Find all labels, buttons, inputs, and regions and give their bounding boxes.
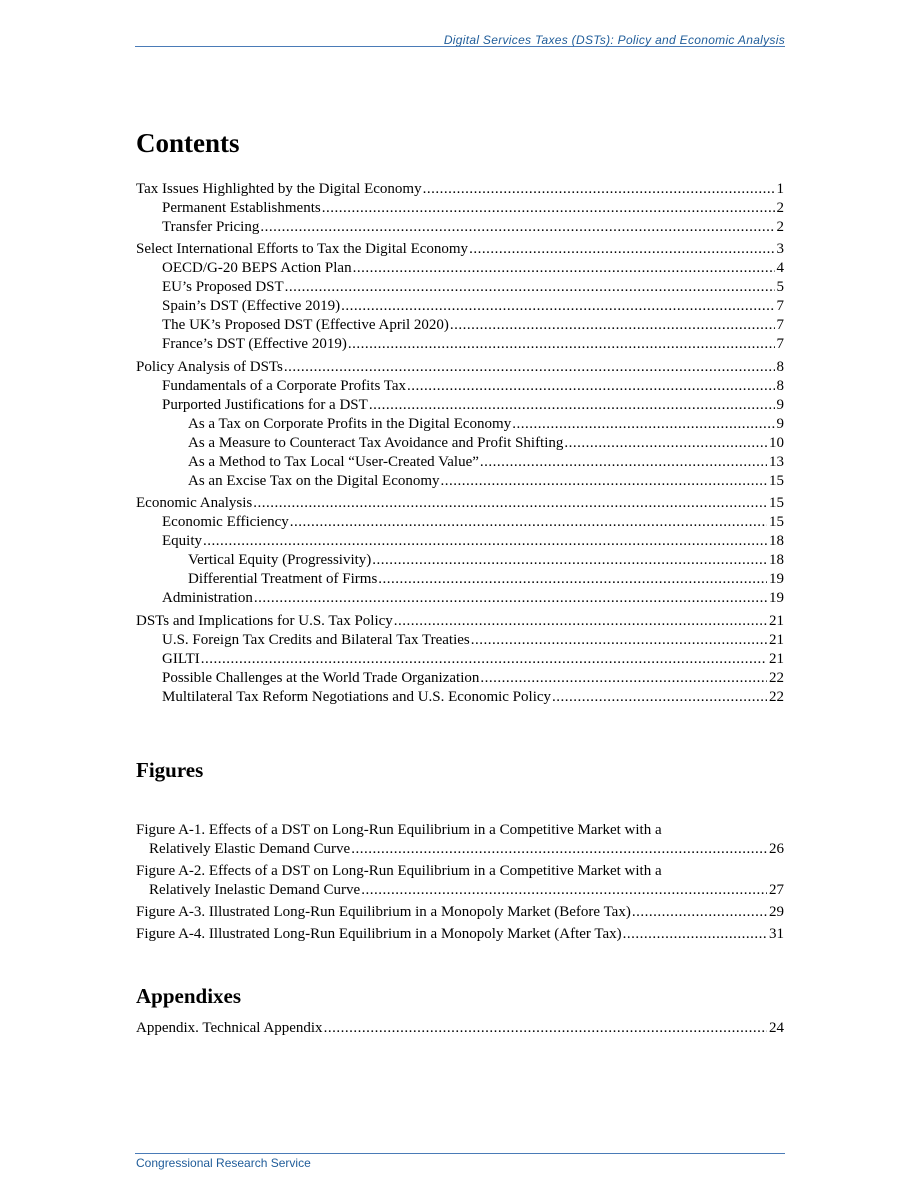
- toc-label: Equity: [162, 533, 202, 549]
- toc-label: Permanent Establishments: [162, 199, 321, 216]
- toc-entry[interactable]: [136, 335, 784, 354]
- leader-dots: [260, 218, 774, 237]
- footer-rule: [135, 1153, 785, 1154]
- contents-section: [136, 127, 784, 707]
- toc-page: 8: [776, 377, 784, 394]
- appendixes-section: [136, 983, 784, 1038]
- leader-dots: [378, 570, 767, 589]
- toc-label: The UK’s Proposed DST (Effective April 2020): [162, 317, 449, 333]
- toc-page: 22: [769, 669, 784, 686]
- toc-page: 19: [769, 571, 784, 587]
- toc-label: Spain’s DST (Effective 2019): [162, 298, 341, 314]
- toc-page: 15: [769, 514, 784, 530]
- toc-entry[interactable]: [136, 494, 784, 513]
- toc-entry[interactable]: [136, 377, 784, 396]
- leader-dots: [369, 396, 775, 415]
- toc-page: 15: [769, 472, 784, 489]
- toc-label: Purported Justifications for a DST: [162, 396, 368, 413]
- toc-page: 7: [776, 298, 784, 314]
- toc-label: As an Excise Tax on the Digital Economy: [188, 472, 440, 489]
- toc-page: 4: [776, 260, 784, 276]
- toc-entry[interactable]: [136, 358, 784, 377]
- toc-label: Fundamentals of a Corporate Profits Tax: [162, 377, 407, 394]
- toc-entry[interactable]: [136, 612, 784, 631]
- toc-label: Select International Efforts to Tax the Digital Economy: [136, 241, 469, 257]
- toc-page: 10: [769, 434, 784, 451]
- toc-page: 13: [769, 453, 784, 470]
- toc-entry[interactable]: [136, 259, 784, 278]
- leader-dots: [201, 650, 767, 669]
- appendixes-heading: Appendixes: [136, 984, 242, 1008]
- toc-label: EU’s Proposed DST: [162, 279, 284, 295]
- toc-page: 7: [776, 317, 784, 333]
- leader-dots: [450, 316, 775, 335]
- toc-entry[interactable]: [136, 297, 784, 316]
- toc-page: 21: [769, 650, 784, 667]
- leader-dots: [203, 532, 767, 551]
- toc-label: Administration: [162, 590, 253, 606]
- contents-heading: Contents: [136, 128, 240, 158]
- toc-entry[interactable]: [136, 316, 784, 335]
- toc-entry[interactable]: [136, 415, 784, 434]
- figure-page: 27: [769, 882, 784, 898]
- leader-dots: [253, 494, 767, 513]
- toc-page: 9: [776, 415, 784, 432]
- toc-entry[interactable]: [136, 570, 784, 589]
- toc-entry[interactable]: [136, 180, 784, 199]
- leader-dots: [290, 513, 767, 532]
- toc-entry[interactable]: [136, 453, 784, 472]
- toc-label: As a Measure to Counteract Tax Avoidance and Profit Shifting: [188, 434, 564, 451]
- toc-entry[interactable]: [136, 631, 784, 650]
- figure-entry[interactable]: [136, 862, 784, 900]
- leader-dots: [353, 259, 775, 278]
- leader-dots: [407, 377, 774, 396]
- figure-page: 26: [769, 841, 784, 857]
- toc-entry[interactable]: [136, 650, 784, 669]
- toc-entry[interactable]: [136, 513, 784, 532]
- appendix-page: 24: [769, 1020, 784, 1036]
- leader-dots: [372, 551, 767, 570]
- leader-dots: [480, 453, 767, 472]
- toc-page: 21: [769, 631, 784, 648]
- leader-dots: [322, 199, 775, 218]
- toc-label: Economic Efficiency: [162, 514, 289, 530]
- leader-dots: [254, 589, 767, 608]
- toc-label: Economic Analysis: [136, 495, 253, 511]
- leader-dots: [441, 472, 767, 491]
- figure-label-line1: Figure A-1. Effects of a DST on Long-Run Equilibrium in a Competitive Market with a: [136, 822, 662, 838]
- toc-entry[interactable]: [136, 589, 784, 608]
- toc-page: 21: [769, 612, 784, 629]
- toc-page: 8: [776, 358, 784, 375]
- running-footer: Congressional Research Service: [136, 1156, 311, 1170]
- figure-entry[interactable]: [136, 925, 784, 944]
- running-header: Digital Services Taxes (DSTs): Policy and Economic Analysis: [443, 33, 785, 47]
- figure-label-line2: Relatively Elastic Demand Curve: [149, 841, 351, 857]
- toc-entry[interactable]: [136, 240, 784, 259]
- leader-dots: [423, 180, 775, 199]
- figure-label: Figure A-4. Illustrated Long-Run Equilibrium in a Monopoly Market (After Tax): [136, 926, 622, 942]
- toc-label: Policy Analysis of DSTs: [136, 358, 283, 375]
- leader-dots: [394, 612, 767, 631]
- appendix-label: Appendix. Technical Appendix: [136, 1020, 323, 1036]
- toc-page: 1: [776, 180, 784, 197]
- toc-entry[interactable]: [136, 218, 784, 237]
- toc-entry[interactable]: [136, 532, 784, 551]
- leader-dots: [469, 240, 774, 259]
- toc-label: As a Method to Tax Local “User-Created Value”: [188, 453, 479, 470]
- toc-entry[interactable]: [136, 434, 784, 453]
- toc-page: 3: [776, 241, 784, 257]
- toc-label: U.S. Foreign Tax Credits and Bilateral Tax Treaties: [162, 631, 470, 648]
- leader-dots: [480, 669, 767, 688]
- leader-dots: [471, 631, 767, 650]
- toc-page: 2: [776, 199, 784, 216]
- toc-page: 22: [769, 688, 784, 705]
- figures-heading: Figures: [136, 758, 204, 782]
- header-rule: [135, 46, 785, 47]
- figure-page: 29: [769, 904, 784, 920]
- leader-dots: [623, 925, 767, 944]
- figure-label-line2: Relatively Inelastic Demand Curve: [149, 882, 361, 898]
- leader-dots: [284, 358, 775, 377]
- appendix-entry[interactable]: [136, 1019, 784, 1038]
- toc-entry[interactable]: [136, 278, 784, 297]
- toc-entry[interactable]: [136, 669, 784, 688]
- figures-section: [136, 757, 784, 944]
- toc-entry[interactable]: [136, 396, 784, 415]
- figure-label: Figure A-3. Illustrated Long-Run Equilibrium in a Monopoly Market (Before Tax): [136, 904, 631, 920]
- toc-page: 5: [776, 279, 784, 295]
- leader-dots: [341, 297, 774, 316]
- toc-page: 19: [769, 590, 784, 606]
- leader-dots: [552, 688, 767, 707]
- leader-dots: [324, 1019, 767, 1038]
- toc-label: GILTI: [162, 650, 200, 667]
- figure-entry[interactable]: [136, 821, 784, 859]
- toc-label: France’s DST (Effective 2019): [162, 336, 347, 352]
- toc-page: 18: [769, 533, 784, 549]
- toc-page: 18: [769, 552, 784, 568]
- toc-label: Vertical Equity (Progressivity): [188, 552, 372, 568]
- toc-page: 9: [776, 396, 784, 413]
- toc-label: Multilateral Tax Reform Negotiations and U.S. Economic Policy: [162, 688, 552, 705]
- toc-label: DSTs and Implications for U.S. Tax Policy: [136, 612, 393, 629]
- toc-label: Differential Treatment of Firms: [188, 571, 378, 587]
- leader-dots: [632, 903, 767, 922]
- toc-page: 2: [776, 218, 784, 235]
- leader-dots: [285, 278, 775, 297]
- toc-entry[interactable]: [136, 551, 784, 570]
- leader-dots: [512, 415, 774, 434]
- toc-entry[interactable]: [136, 688, 784, 707]
- toc-label: Transfer Pricing: [162, 218, 260, 235]
- toc-entry[interactable]: [136, 472, 784, 491]
- figure-label-line1: Figure A-2. Effects of a DST on Long-Run Equilibrium in a Competitive Market with a: [136, 863, 662, 879]
- toc-page: 15: [769, 495, 784, 511]
- toc-label: Possible Challenges at the World Trade Organization: [162, 669, 480, 686]
- toc-entry[interactable]: [136, 199, 784, 218]
- leader-dots: [361, 881, 767, 900]
- toc-page: 7: [776, 336, 784, 352]
- toc-label: OECD/G-20 BEPS Action Plan: [162, 260, 352, 276]
- leader-dots: [564, 434, 767, 453]
- toc-label: Tax Issues Highlighted by the Digital Economy: [136, 180, 422, 197]
- leader-dots: [348, 335, 775, 354]
- toc-label: As a Tax on Corporate Profits in the Digital Economy: [188, 415, 512, 432]
- figure-entry[interactable]: [136, 903, 784, 922]
- leader-dots: [351, 840, 767, 859]
- figure-page: 31: [769, 926, 784, 942]
